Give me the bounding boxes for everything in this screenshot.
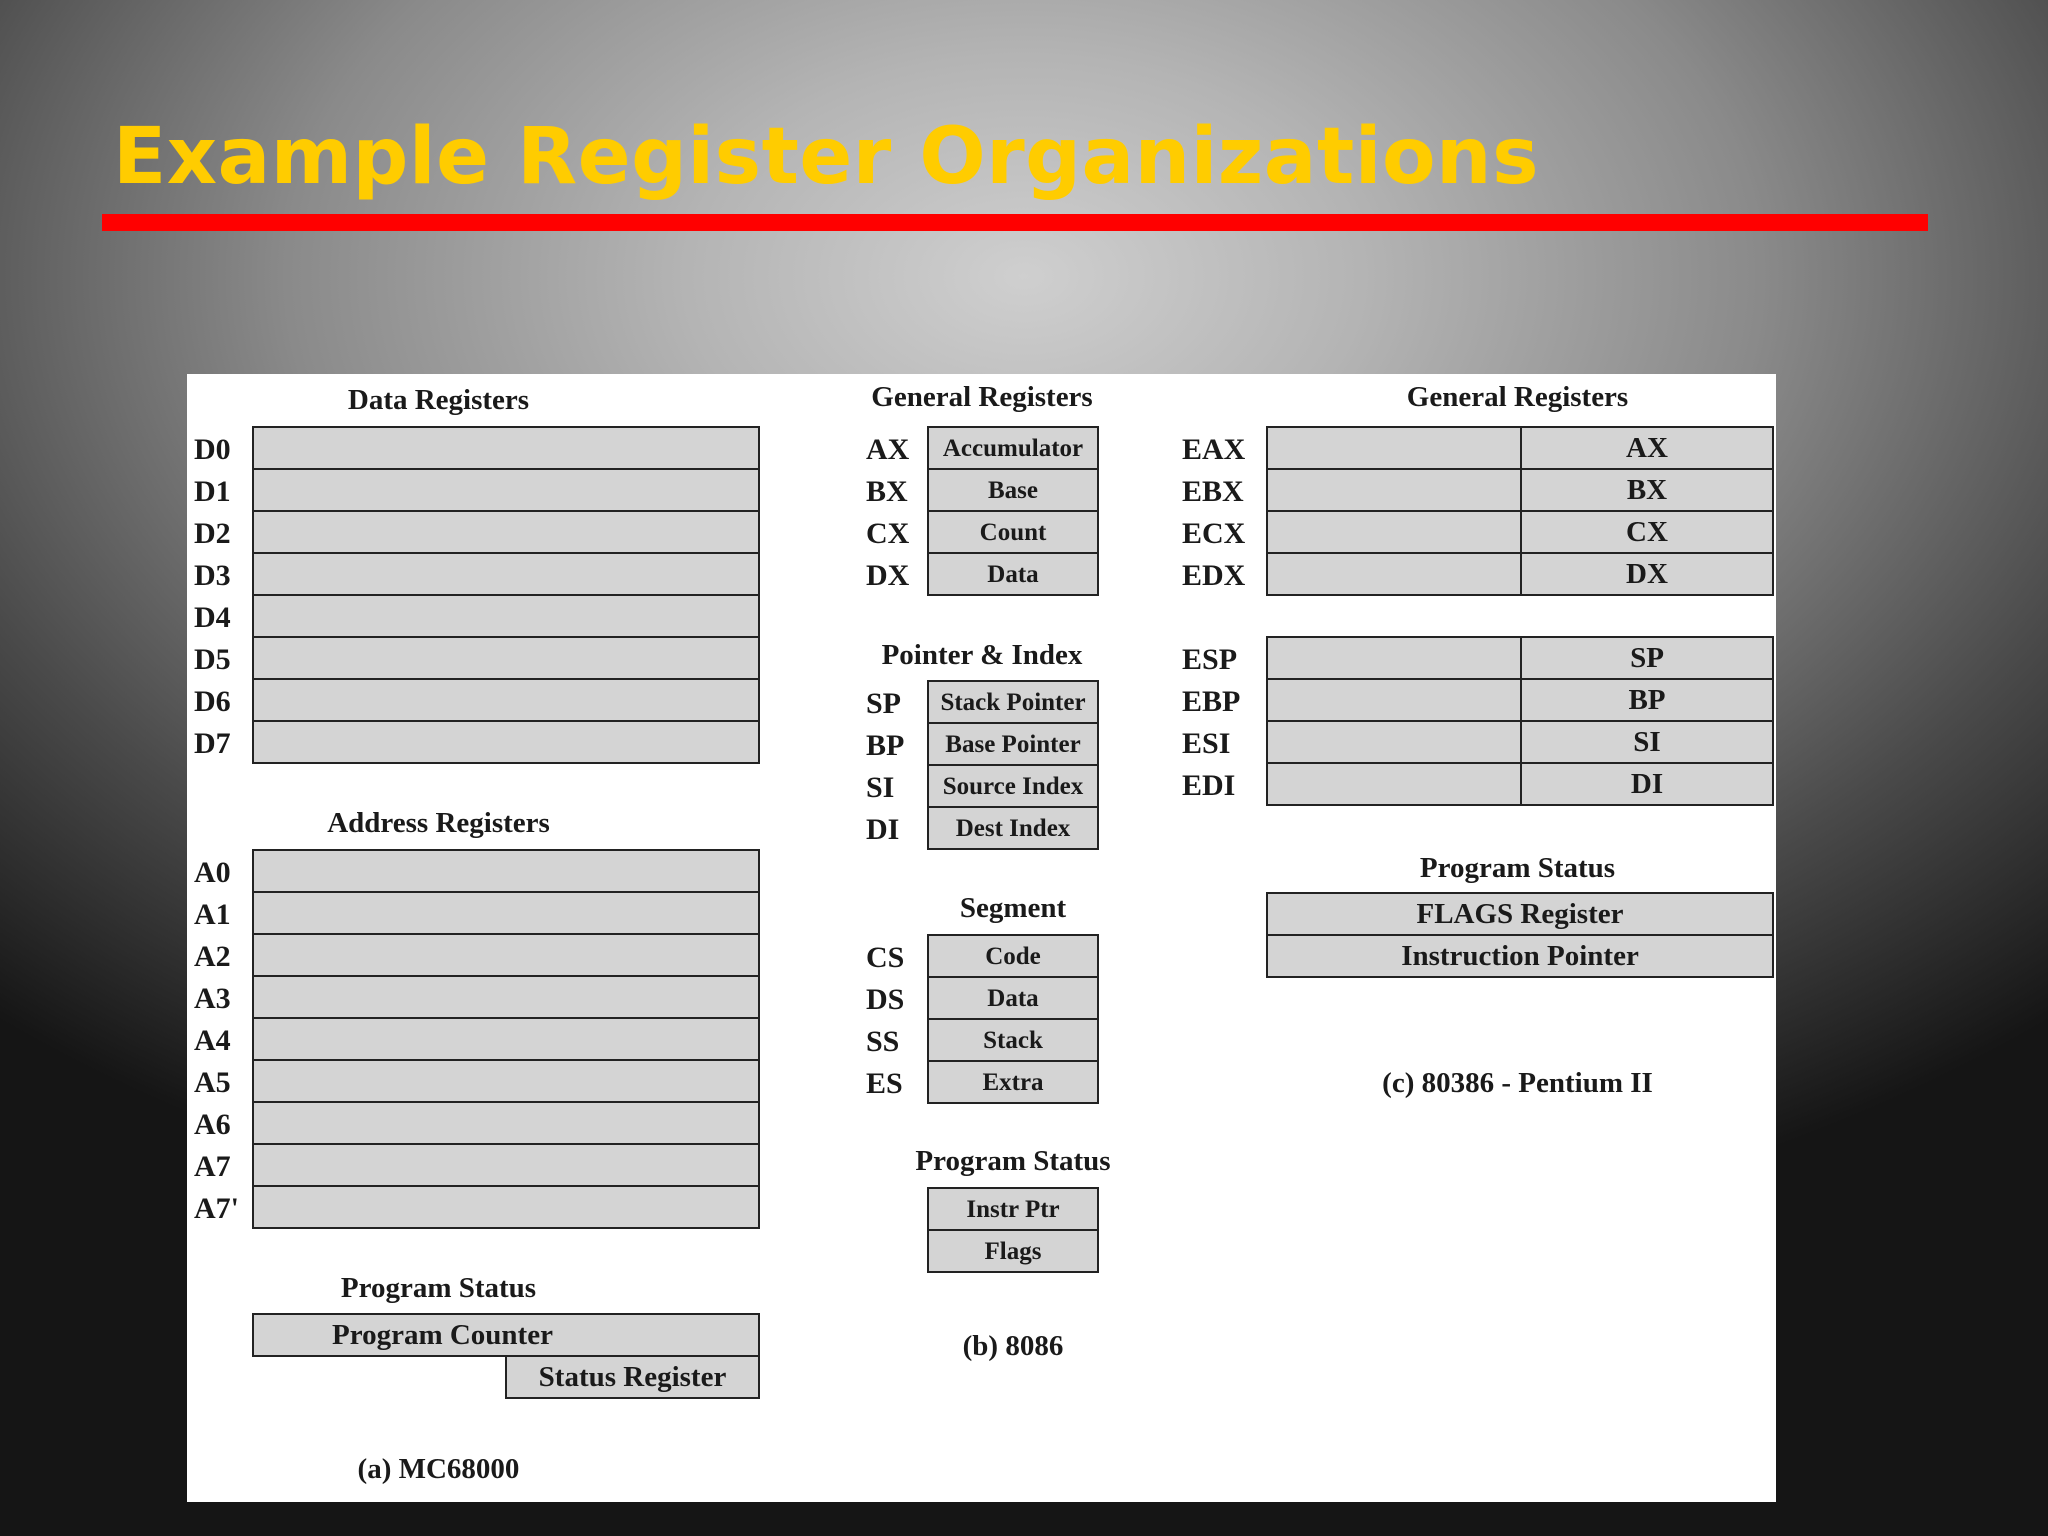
mc68000-data-heading: Data Registers <box>347 384 530 416</box>
i8086-caption: (b) 8086 <box>962 1330 1064 1362</box>
reg-box-base-pointer: Base Pointer <box>927 722 1099 766</box>
reg-label-a3: A3 <box>194 982 231 1015</box>
reg-label-cx: CX <box>866 517 910 550</box>
reg-box-esp-high <box>1266 636 1522 680</box>
reg-box-a6 <box>252 1101 760 1145</box>
reg-box-edx-high <box>1266 552 1522 596</box>
reg-box-d7 <box>252 720 760 764</box>
reg-box-a1 <box>252 891 760 935</box>
reg-box-bp-low: BP <box>1520 678 1774 722</box>
slide-title: Example Register Organizations <box>113 112 1540 202</box>
program-counter-box: Program Counter <box>252 1313 760 1357</box>
reg-box-a5 <box>252 1059 760 1103</box>
reg-box-ebx-high <box>1266 468 1522 512</box>
reg-label-d7: D7 <box>194 727 231 760</box>
reg-label-d5: D5 <box>194 643 231 676</box>
reg-box-d2 <box>252 510 760 554</box>
reg-box-ax-low: AX <box>1520 426 1774 470</box>
status-register-box: Status Register <box>505 1355 760 1399</box>
reg-box-stack: Stack <box>927 1018 1099 1062</box>
reg-box-source-index: Source Index <box>927 764 1099 808</box>
reg-box-instruction-pointer: Instruction Pointer <box>1266 934 1774 978</box>
reg-label-edx: EDX <box>1182 559 1246 592</box>
reg-box-dx-low: DX <box>1520 552 1774 596</box>
reg-box-a4 <box>252 1017 760 1061</box>
reg-box-extra: Extra <box>927 1060 1099 1104</box>
i8086-pointer-heading: Pointer & Index <box>881 639 1083 671</box>
reg-box-a7 <box>252 1143 760 1187</box>
mc68000-address-heading: Address Registers <box>327 807 550 839</box>
reg-label-a5: A5 <box>194 1066 231 1099</box>
reg-label-ax: AX <box>866 433 910 466</box>
reg-box-ebp-high <box>1266 678 1522 722</box>
reg-label-dx: DX <box>866 559 910 592</box>
reg-label-a7-prime: A7' <box>194 1192 239 1225</box>
reg-box-instr-ptr: Instr Ptr <box>927 1187 1099 1231</box>
reg-box-seg-data: Data <box>927 976 1099 1020</box>
reg-box-d0 <box>252 426 760 470</box>
reg-box-sp-low: SP <box>1520 636 1774 680</box>
reg-box-count: Count <box>927 510 1099 554</box>
reg-box-d3 <box>252 552 760 596</box>
reg-label-si: SI <box>866 771 895 804</box>
reg-label-d6: D6 <box>194 685 231 718</box>
reg-box-a3 <box>252 975 760 1019</box>
reg-box-dest-index: Dest Index <box>927 806 1099 850</box>
reg-label-a6: A6 <box>194 1108 231 1141</box>
register-diagram <box>187 374 1776 1502</box>
reg-label-ebx: EBX <box>1182 475 1244 508</box>
reg-label-sp: SP <box>866 687 902 720</box>
reg-label-di: DI <box>866 813 900 846</box>
reg-box-d4 <box>252 594 760 638</box>
reg-box-a2 <box>252 933 760 977</box>
title-underline <box>102 214 1928 231</box>
reg-label-es: ES <box>866 1067 903 1100</box>
reg-box-base: Base <box>927 468 1099 512</box>
reg-label-a2: A2 <box>194 940 231 973</box>
reg-box-cx-low: CX <box>1520 510 1774 554</box>
reg-box-flags-register: FLAGS Register <box>1266 892 1774 936</box>
reg-label-bx: BX <box>866 475 908 508</box>
mc68000-caption: (a) MC68000 <box>357 1453 520 1485</box>
reg-label-a1: A1 <box>194 898 231 931</box>
reg-label-esi: ESI <box>1182 727 1231 760</box>
reg-label-esp: ESP <box>1182 643 1238 676</box>
i80386-general-heading: General Registers <box>1406 381 1629 413</box>
reg-box-code: Code <box>927 934 1099 978</box>
reg-box-a7-prime <box>252 1185 760 1229</box>
mc68000-status-heading: Program Status <box>340 1272 537 1304</box>
reg-label-d2: D2 <box>194 517 231 550</box>
reg-box-a0 <box>252 849 760 893</box>
i80386-status-heading: Program Status <box>1419 852 1616 884</box>
reg-label-bp: BP <box>866 729 905 762</box>
reg-box-d6 <box>252 678 760 722</box>
reg-box-stack-pointer: Stack Pointer <box>927 680 1099 724</box>
reg-label-edi: EDI <box>1182 769 1236 802</box>
reg-label-eax: EAX <box>1182 433 1246 466</box>
i8086-status-heading: Program Status <box>915 1145 1111 1177</box>
reg-label-cs: CS <box>866 941 905 974</box>
reg-box-esi-high <box>1266 720 1522 764</box>
i8086-segment-heading: Segment <box>959 892 1067 924</box>
reg-box-edi-high <box>1266 762 1522 806</box>
i8086-general-heading: General Registers <box>871 381 1093 413</box>
reg-label-ecx: ECX <box>1182 517 1246 550</box>
reg-label-d3: D3 <box>194 559 231 592</box>
reg-box-d1 <box>252 468 760 512</box>
reg-label-a0: A0 <box>194 856 231 889</box>
reg-box-flags: Flags <box>927 1229 1099 1273</box>
reg-box-si-low: SI <box>1520 720 1774 764</box>
reg-label-a7: A7 <box>194 1150 231 1183</box>
reg-box-di-low: DI <box>1520 762 1774 806</box>
reg-box-ecx-high <box>1266 510 1522 554</box>
reg-box-d5 <box>252 636 760 680</box>
reg-label-a4: A4 <box>194 1024 231 1057</box>
reg-label-d4: D4 <box>194 601 231 634</box>
reg-box-accumulator: Accumulator <box>927 426 1099 470</box>
reg-label-ebp: EBP <box>1182 685 1241 718</box>
reg-box-data: Data <box>927 552 1099 596</box>
reg-label-d1: D1 <box>194 475 231 508</box>
reg-box-eax-high <box>1266 426 1522 470</box>
reg-box-bx-low: BX <box>1520 468 1774 512</box>
i80386-caption: (c) 80386 - Pentium II <box>1382 1067 1653 1099</box>
reg-label-ds: DS <box>866 983 905 1016</box>
reg-label-d0: D0 <box>194 433 231 466</box>
reg-label-ss: SS <box>866 1025 900 1058</box>
